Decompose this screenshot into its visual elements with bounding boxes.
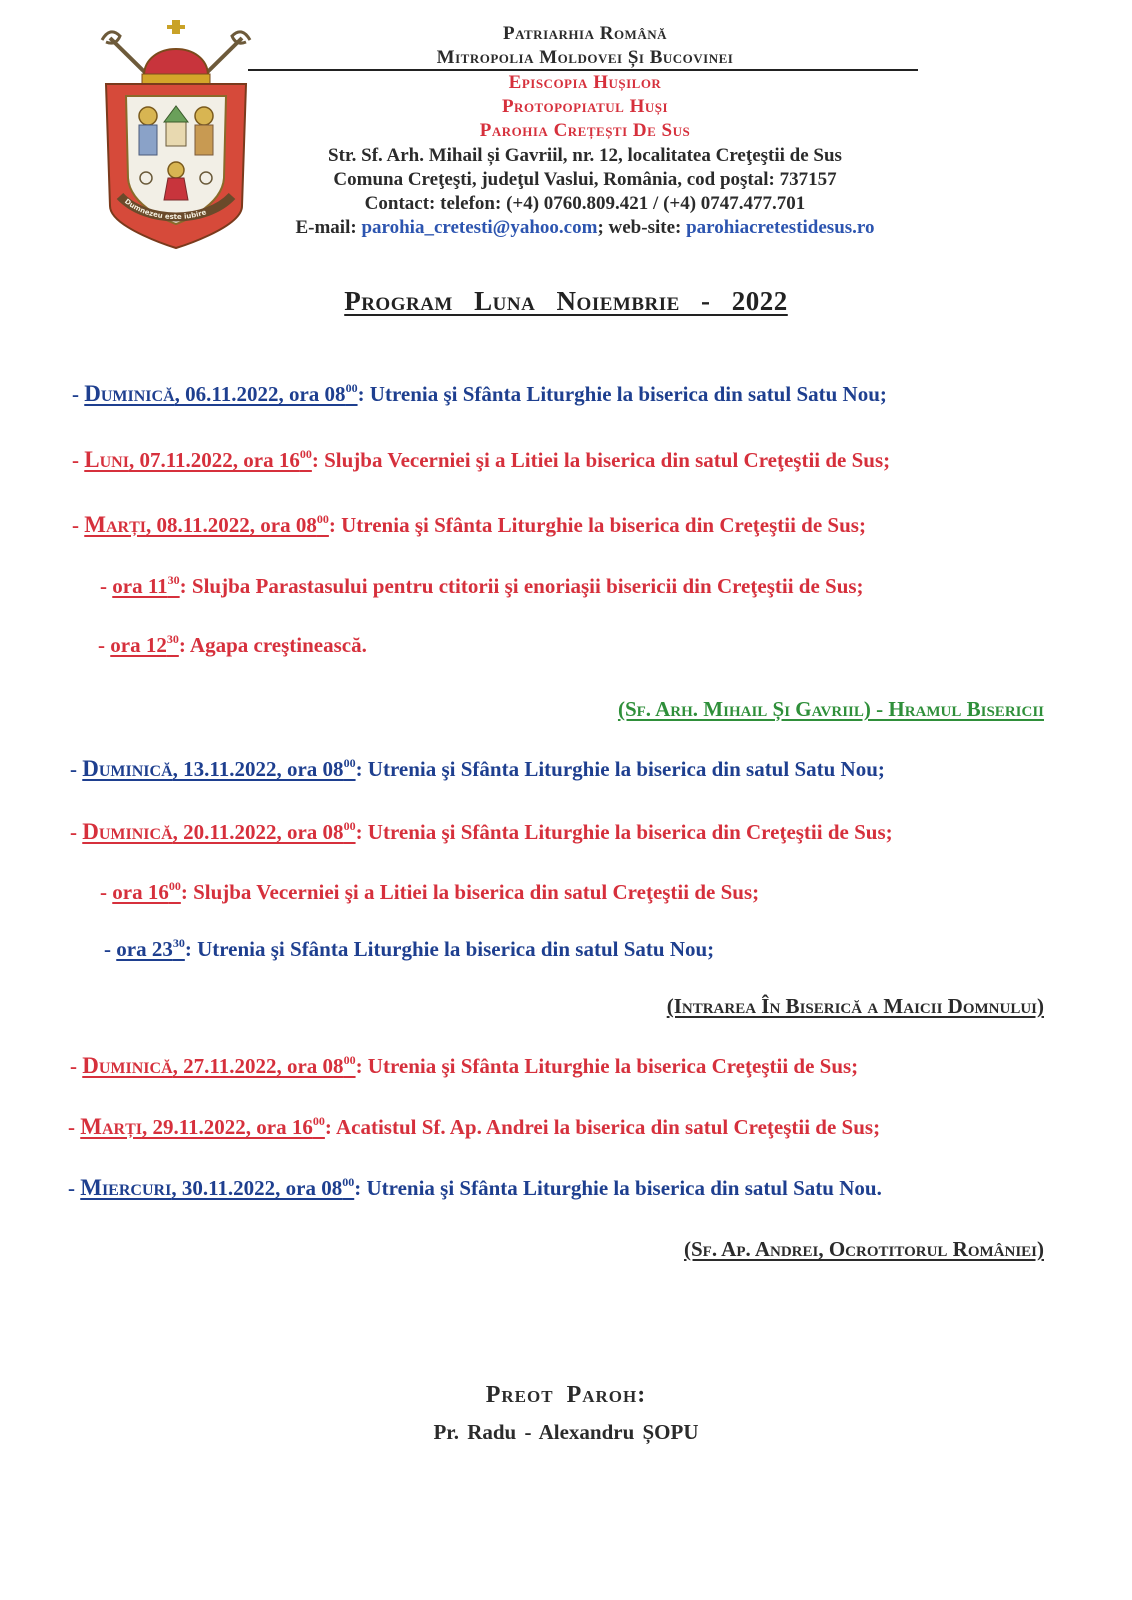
header-bishopric: Episcopia Hușilor (508, 72, 662, 93)
schedule-item-8: - Miercuri, 30.11.2022, ora $08^{00}$: Utrenia şi Sfânta Liturghie la biserica din satul Satu Nou. (68, 1175, 882, 1200)
schedule-day: Duminică (82, 1053, 173, 1078)
header-address-line1: Str. Sf. Arh. Mihail și Gavriil, nr. 12, localitatea Creţeştii de Sus (328, 145, 842, 166)
web-label: ; web-site: (597, 217, 682, 238)
schedule-day: Marți (84, 512, 146, 537)
signature-role: Preot Paroh: (485, 1382, 647, 1408)
schedule-day: Luni (84, 447, 129, 472)
feast-note-hram: (Sf. Arh. Mihail Și Gavriil) - Hramul Bisericii (617, 697, 1044, 721)
header-patriarchate: Patriarhia Română (502, 23, 667, 44)
email-label: E-mail: (295, 217, 357, 238)
schedule-item-5: - Duminică, 20.11.2022, ora $08^{00}$: Utrenia şi Sfânta Liturghie la biserica din Creţeştii de Sus; (70, 819, 893, 844)
schedule-item-3: - Marți, 08.11.2022, ora $08^{00}$: Utrenia şi Sfânta Liturghie la biserica din Creţeştii de Sus; (72, 512, 866, 537)
crest-motto: Dumnezeu este iubire (123, 197, 208, 222)
schedule-item-7: - Marți, 29.11.2022, ora $16^{00}$: Acatistul Sf. Ap. Andrei la biserica din satul Creţeştii de Sus; (68, 1114, 881, 1139)
schedule-subitem-agapa: - ora $12^{30}$: Agapa creştinească. (98, 632, 367, 657)
header-deanery: Protopopiatul Huși (501, 96, 669, 117)
header-contact: Contact: telefon: (+4) 0760.809.421 / (+4) 0747.477.701 (364, 193, 806, 214)
signature-name: Pr. Radu - Alexandru ȘOPU (433, 1420, 699, 1444)
schedule-day: Miercuri (80, 1175, 172, 1200)
page-title: Program Luna Noiembrie - 2022 (344, 286, 788, 316)
schedule-subitem-vecernie: - ora $16^{00}$: Slujba Vecerniei şi a Litiei la biserica din satul Creţeştii de Sus; (100, 879, 760, 904)
feast-note-intrarea: (Intrarea În Biserică a Maicii Domnului) (666, 994, 1044, 1018)
schedule-item-4: - Duminică, 13.11.2022, ora $08^{00}$: Utrenia şi Sfânta Liturghie la biserica din satul Satu Nou; (70, 756, 885, 781)
feast-note-andrei: (Sf. Ap. Andrei, Ocrotitorul României) (683, 1237, 1044, 1261)
schedule-item-6: - Duminică, 27.11.2022, ora $08^{00}$: Utrenia şi Sfânta Liturghie la biserica Creţeştii de Sus; (70, 1053, 859, 1078)
header-email-web (230, 216, 940, 240)
email-link[interactable]: parohia_cretesti@yahoo.com (361, 217, 598, 238)
schedule-day: Marți (80, 1114, 142, 1139)
schedule-subitem-parastas: - ora $11^{30}$: Slujba Parastasului pentru ctitorii şi enoriaşii bisericii din Creţeştii de Sus; (100, 573, 864, 598)
schedule-subitem-utrenie: - ora $23^{30}$: Utrenia şi Sfânta Liturghie la biserica din satul Satu Nou; (104, 936, 715, 961)
schedule-day: Duminică (82, 819, 173, 844)
header-metropolis: Mitropolia Moldovei Și Bucovinei (436, 47, 734, 68)
header-parish: Parohia Crețești De Sus (479, 120, 691, 141)
schedule-day: Duminică (84, 381, 175, 406)
schedule-day: Duminică (82, 756, 173, 781)
schedule-item-2: - Luni, 07.11.2022, ora $16^{00}$: Slujba Vecerniei şi a Litiei la biserica din satul Creţeştii de Sus; (72, 447, 891, 472)
header-address-line2: Comuna Creţeşti, judeţul Vaslui, România, cod poştal: 737157 (333, 169, 837, 190)
schedule-item-1: - Duminică, 06.11.2022, ora $08^{00}$: Utrenia şi Sfânta Liturghie la biserica din satul Satu Nou; (72, 381, 887, 406)
website-link[interactable]: parohiacretestidesus.ro (686, 217, 875, 238)
